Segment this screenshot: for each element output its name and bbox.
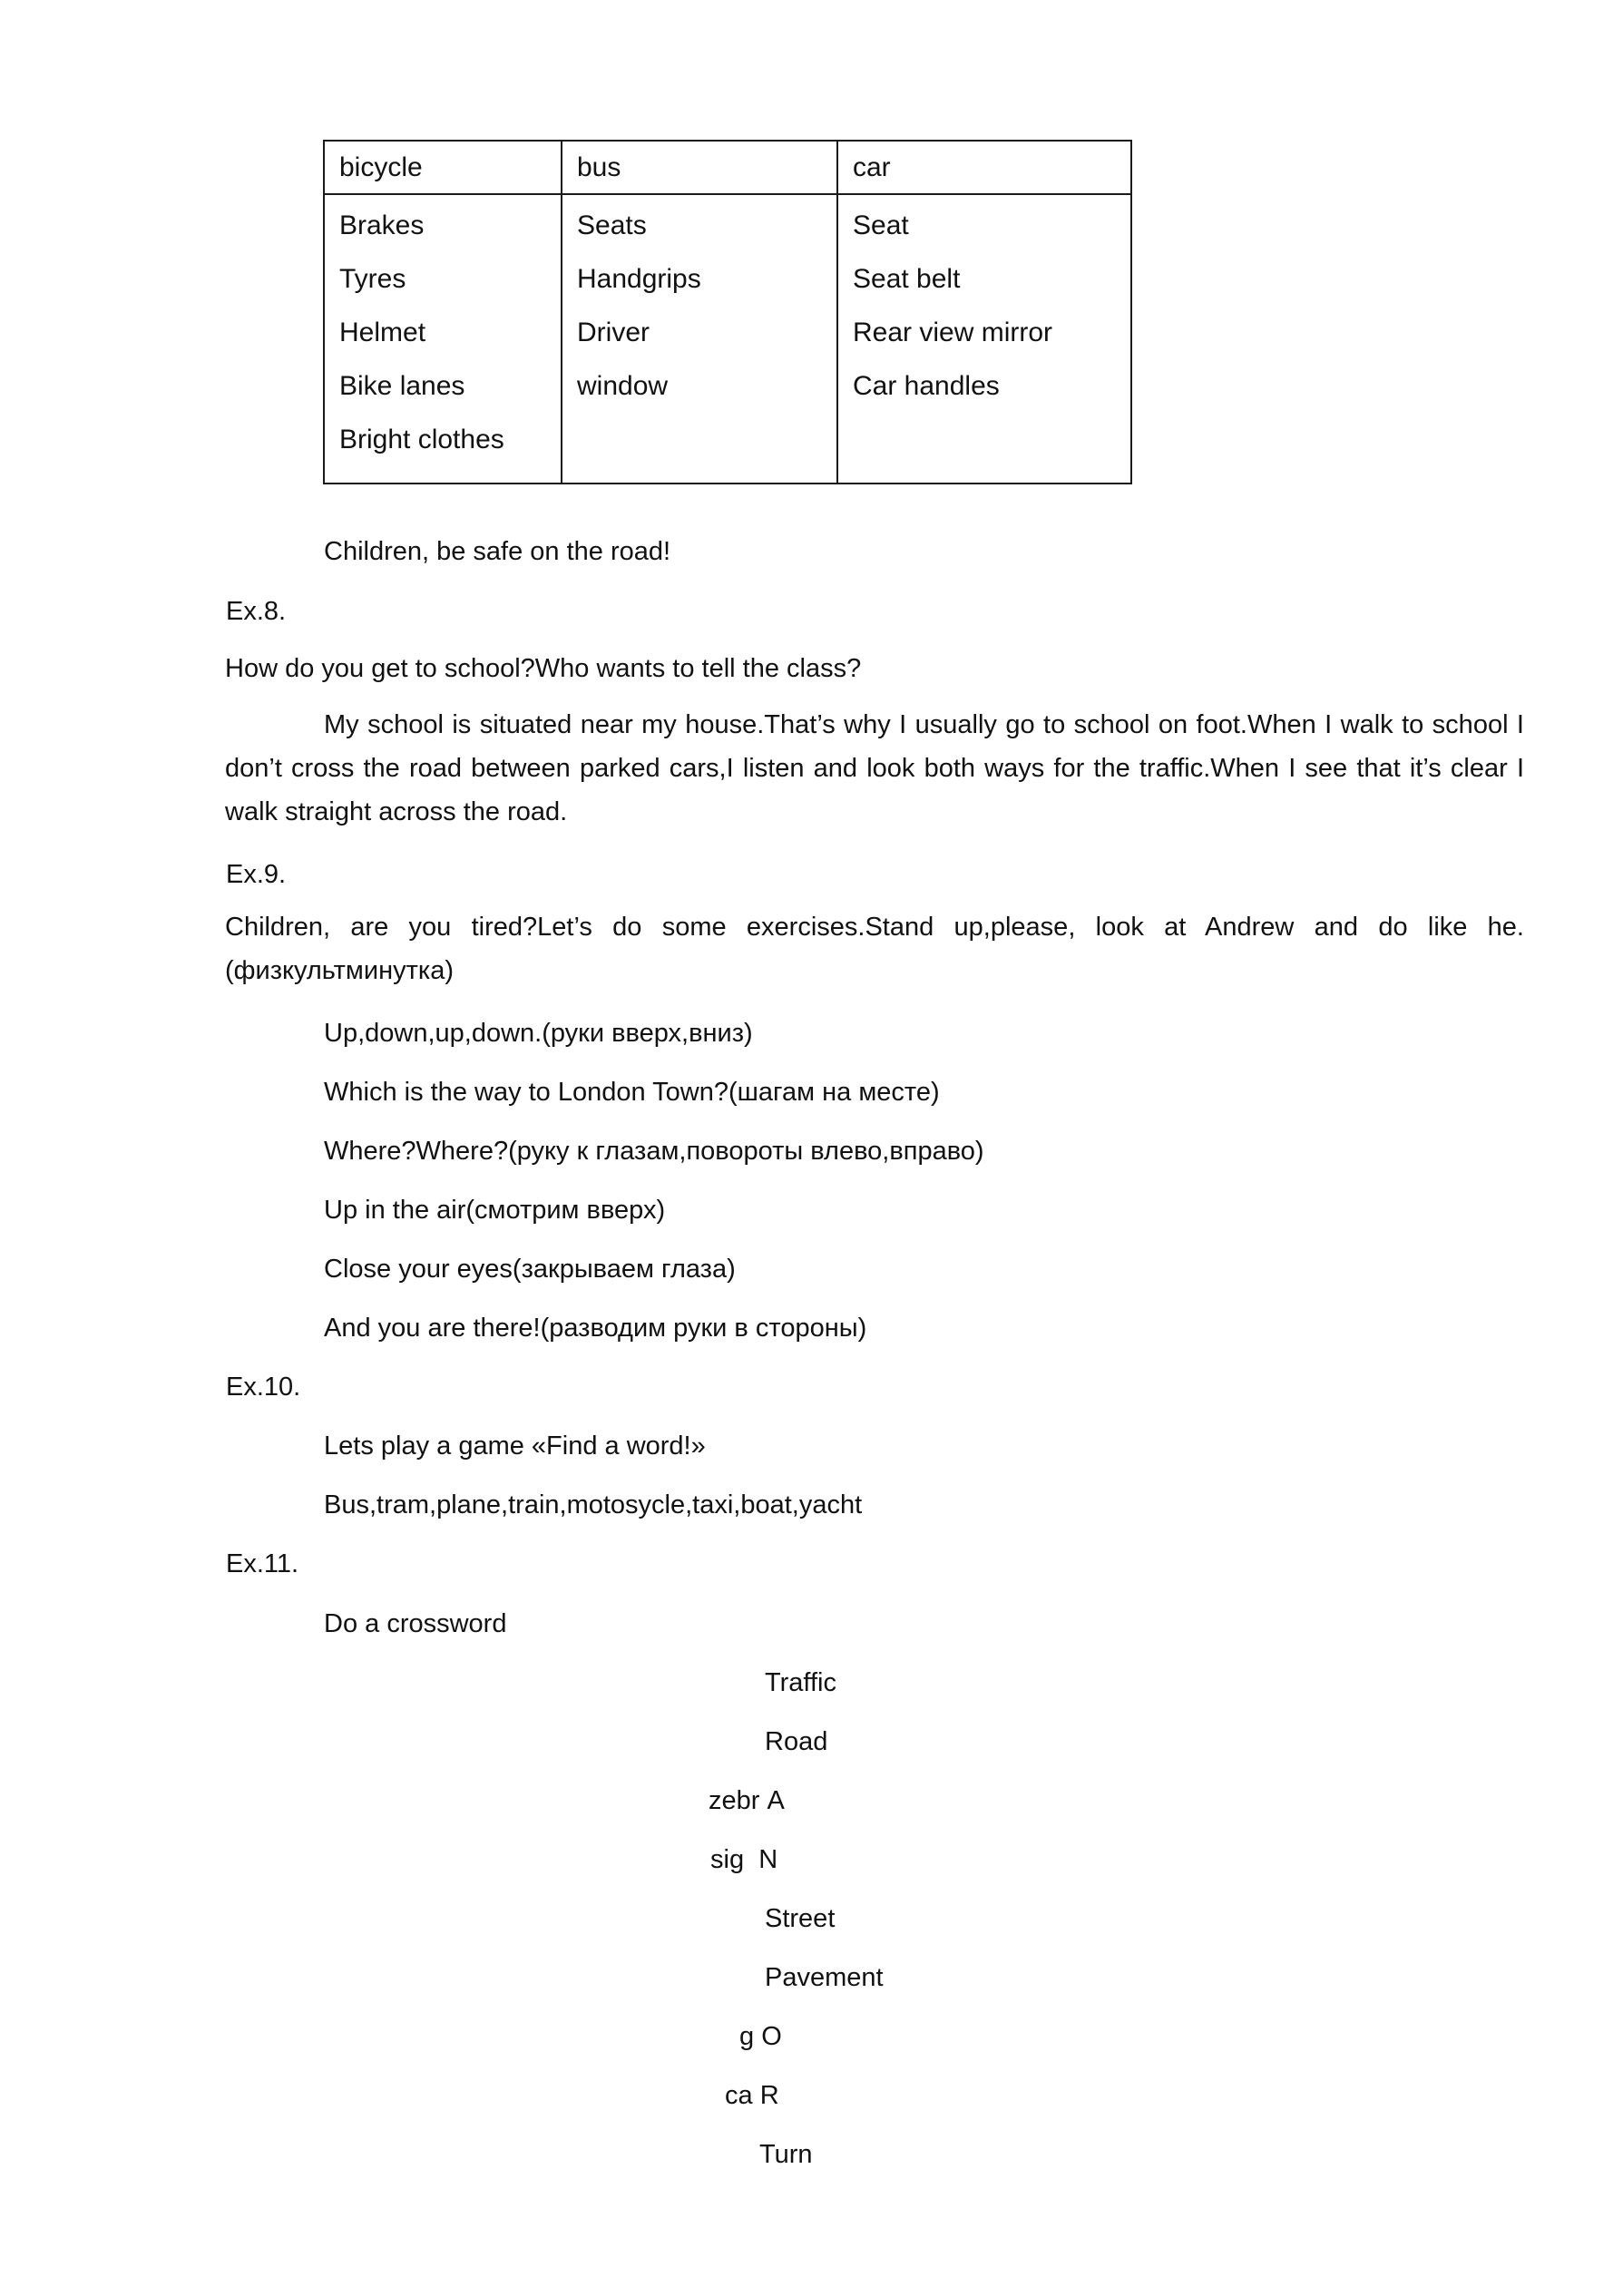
crossword-row [759,2138,813,2173]
crossword-pre: zebr [709,1786,760,1815]
list-item: Driver [577,318,650,347]
table-header-bus: bus [562,141,837,194]
ex10-game: Lets play a game «Find a word!» [324,1431,706,1461]
crossword-row [765,1961,884,1996]
crossword-key-letter: R [765,1727,784,1756]
crossword-post: treet [782,1904,836,1933]
crossword-pre: g [739,2022,755,2051]
ex9-line: Close your eyes(закрываем глаза) [324,1255,736,1284]
table-cell-car [837,194,1131,484]
crossword-row [725,2079,779,2114]
table-cell-bus [562,194,837,484]
ex9-line: And you are there!(разводим руки в стороны) [324,1314,867,1343]
crossword-post: raffic [779,1668,836,1697]
ex8-answer: My school is situated near my house.That’s why I usually go to school on foot.When I walk to school I don’t cross the road between parked cars,I listen and look both ways for the traffic.When I see that it’s clear I walk straight across the road. [225,710,1524,826]
list-item: window [577,371,669,401]
list-item: Brakes [339,210,425,240]
table-row [324,194,1131,484]
crossword-row [765,1902,835,1937]
ex10-label: Ex.10. [226,1373,301,1402]
crossword-pre: sig [710,1845,745,1874]
ex9-label: Ex.9. [226,860,287,889]
list-item: Car handles [853,371,1000,401]
vocabulary-table [323,140,1132,484]
crossword-key-letter: P [765,1963,783,1992]
ex9-line: Which is the way to London Town?(шагам на месте) [324,1078,940,1107]
crossword-post: urn [774,2140,813,2169]
crossword-pre: ca [725,2081,753,2110]
table-header-car: car [837,141,1131,194]
crossword-row [739,2020,782,2055]
list-item: Bright clothes [339,425,504,454]
table-header-row [324,141,1131,194]
crossword-key-letter: N [758,1845,778,1874]
crossword-row [765,1725,827,1760]
list-item: Seats [577,210,647,240]
table-cell-bicycle [324,194,562,484]
safety-line: Children, be safe on the road! [324,537,671,566]
ex11-label: Ex.11. [226,1549,299,1578]
table-header-bicycle: bicycle [324,141,562,194]
ex11-task: Do a crossword [324,1609,507,1638]
ex9-line: Up in the air(смотрим вверх) [324,1196,666,1225]
list-item: Tyres [339,264,406,294]
crossword-key-letter: S [765,1904,783,1933]
ex10-words: Bus,tram,plane,train,motosycle,taxi,boat,yacht [324,1490,863,1519]
ex9-line: Up,down,up,down.(руки вверх,вниз) [324,1019,753,1048]
crossword-key-letter: A [767,1786,785,1815]
ex8-label: Ex.8. [226,597,287,626]
ex9-intro: Children, are you tired?Let’s do some exercises.Stand up,please, look at Andrew and do like he.(физкультминутка) [225,913,1524,985]
crossword-post: oad [783,1727,828,1756]
crossword-key-letter: T [765,1668,780,1697]
list-item: Helmet [339,318,426,347]
crossword-row [709,1784,785,1819]
list-item: Rear view mirror [853,318,1053,347]
crossword-post: avement [782,1963,884,1992]
crossword-row [710,1843,777,1878]
ex9-line: Where?Where?(руку к глазам,повороты влево,вправо) [324,1137,984,1166]
crossword-key-letter: R [759,2081,779,2110]
list-item: Seat [853,210,909,240]
list-item: Handgrips [577,264,701,294]
crossword-key-letter: T [759,2140,775,2169]
list-item: Seat belt [853,264,961,294]
crossword-row [765,1666,836,1701]
ex8-question: How do you get to school?Who wants to tell the class? [225,654,862,683]
list-item: Bike lanes [339,371,465,401]
crossword-key-letter: O [761,2022,782,2051]
